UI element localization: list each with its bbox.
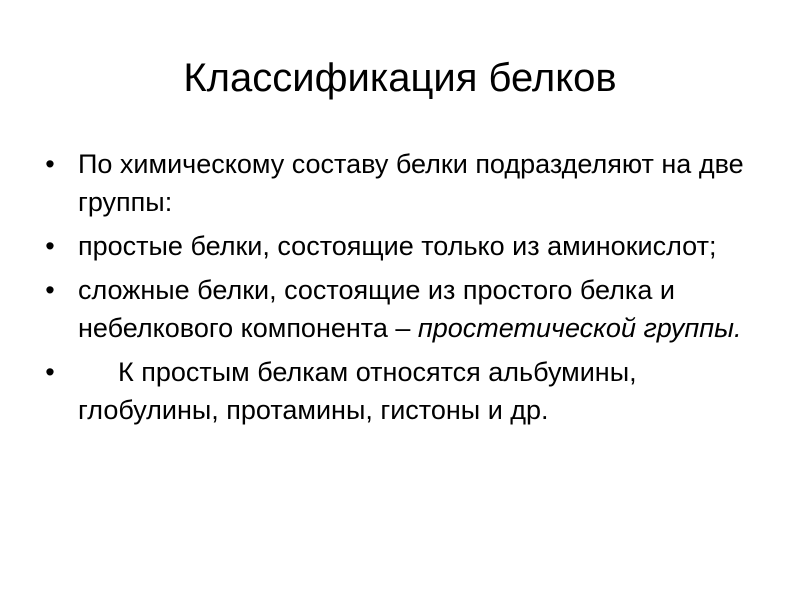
bullet-icon: • — [45, 231, 55, 261]
bullet-text: По химическому составу белки подразделяют на две группы: — [78, 149, 744, 217]
bullet-icon: • — [45, 275, 55, 305]
bullet-emphasis-text: простетической группы. — [417, 313, 742, 343]
bullet-text: К простым белкам относятся альбумины, глобулины, протамины, гистоны и др. — [78, 357, 637, 425]
bullet-item — [40, 227, 770, 265]
bullet-icon: • — [45, 149, 55, 179]
bullet-item — [40, 271, 770, 347]
bullet-item — [40, 145, 770, 221]
bullet-icon: • — [45, 357, 55, 387]
bullet-text: сложные белки, состоящие из простого белка и небелкового компонента – — [78, 275, 675, 343]
bullet-item — [40, 353, 770, 429]
bullet-list — [40, 145, 770, 435]
slide-title: Классификация белков — [183, 56, 617, 100]
bullet-text: простые белки, состоящие только из аминокислот; — [78, 231, 717, 261]
